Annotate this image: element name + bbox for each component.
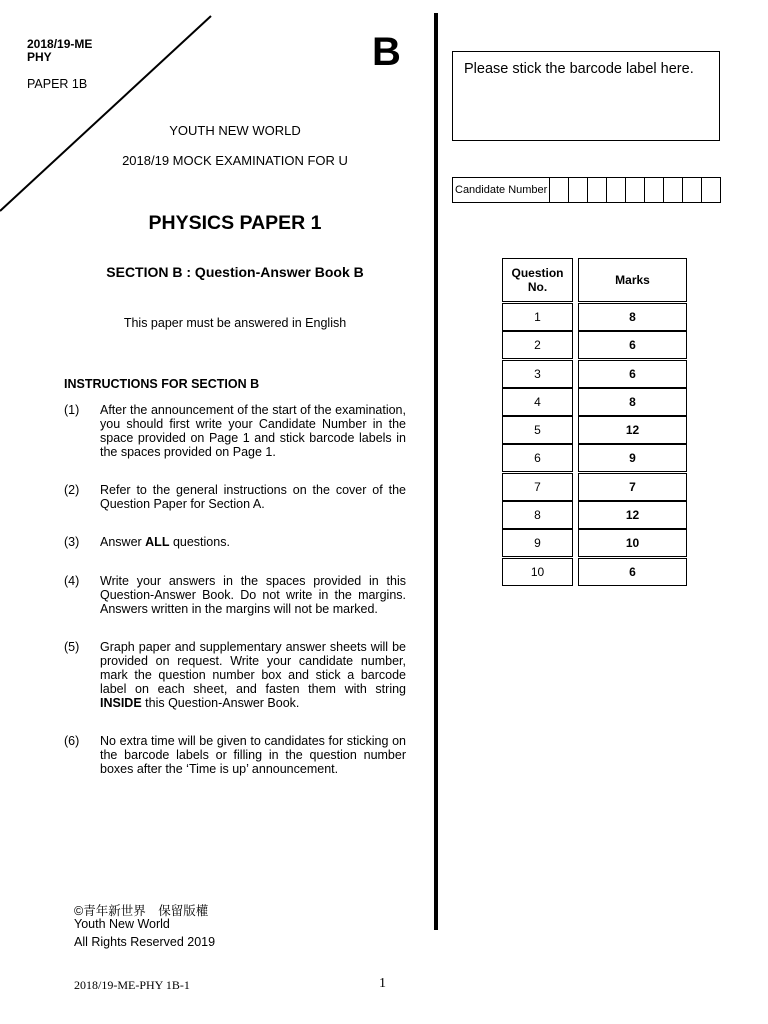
instruction-text: Graph paper and supplementary answer sheets will be provided on request. Write your candidate number, mark the question number box and stick a barcode label on each sheet, and fasten them with string INSIDE this Question-Answer Book. [100, 640, 406, 710]
exam-name: 2018/19 MOCK EXAMINATION FOR U [122, 153, 348, 168]
organization-name: YOUTH NEW WORLD [169, 123, 301, 138]
candidate-number-cell[interactable] [550, 178, 569, 202]
marks-cell: 9 [578, 444, 687, 472]
instructions-heading: INSTRUCTIONS FOR SECTION B [64, 377, 260, 391]
question-no-header: Question No. [502, 258, 573, 302]
instruction-number: (4) [64, 574, 80, 588]
question-number-cell: 3 [502, 360, 573, 388]
marks-cell: 6 [578, 331, 687, 359]
page-number: 1 [379, 976, 386, 991]
marks-cell: 6 [578, 360, 687, 388]
question-number-cell: 1 [502, 303, 573, 331]
marks-cell: 8 [578, 388, 687, 416]
copyright-owner: Youth New World [74, 917, 170, 931]
section-title: SECTION B : Question-Answer Book B [106, 264, 364, 280]
paper-code-line2: PHY [27, 50, 52, 64]
candidate-number-cell[interactable] [645, 178, 664, 202]
instruction-item [64, 574, 406, 616]
candidate-number-cell[interactable] [569, 178, 588, 202]
vertical-divider [434, 13, 438, 930]
instruction-item [64, 483, 406, 511]
candidate-number-cell[interactable] [702, 178, 720, 202]
marks-cell: 10 [578, 529, 687, 557]
question-number-cell: 6 [502, 444, 573, 472]
barcode-label-area[interactable] [452, 51, 720, 141]
copyright-chinese: ©青年新世界 保留版權 [74, 904, 209, 918]
paper-label: PAPER 1B [27, 77, 88, 91]
barcode-label-text: Please stick the barcode label here. [464, 61, 694, 77]
question-number-cell: 7 [502, 473, 573, 501]
marks-header: Marks [578, 258, 687, 302]
instruction-number: (2) [64, 483, 80, 497]
candidate-number-cell[interactable] [607, 178, 626, 202]
instruction-item [64, 734, 406, 776]
instruction-item [64, 535, 406, 549]
instruction-text: Answer ALL questions. [100, 535, 230, 549]
question-number-cell: 5 [502, 416, 573, 444]
instruction-item [64, 403, 406, 459]
corner-diagonal-line [0, 0, 220, 220]
candidate-number-label: Candidate Number [453, 178, 550, 202]
instruction-text: Write your answers in the spaces provided in this Question-Answer Book. Do not write in the margins. Answers written in the margins will not be marked. [100, 574, 406, 616]
candidate-number-cell[interactable] [626, 178, 645, 202]
instruction-text: No extra time will be given to candidates for sticking on the barcode labels or filling in the question number boxes after the ‘Time is up’ announcement. [100, 734, 406, 776]
question-number-cell: 10 [502, 558, 573, 586]
instruction-number: (3) [64, 535, 80, 549]
candidate-number-cell[interactable] [664, 178, 683, 202]
question-number-cell: 4 [502, 388, 573, 416]
footer-code: 2018/19-ME-PHY 1B-1 [74, 978, 190, 992]
instruction-item [64, 640, 406, 710]
instruction-number: (6) [64, 734, 80, 748]
question-number-cell: 8 [502, 501, 573, 529]
copyright-notice: All Rights Reserved 2019 [74, 935, 216, 949]
paper-code-line1: 2018/19-ME [27, 37, 93, 51]
book-letter: B [372, 30, 401, 74]
paper-title: PHYSICS PAPER 1 [148, 212, 322, 234]
candidate-number-cell[interactable] [588, 178, 607, 202]
marks-cell: 8 [578, 303, 687, 331]
marks-cell: 12 [578, 501, 687, 529]
candidate-number-box[interactable] [452, 177, 721, 203]
instruction-number: (1) [64, 403, 80, 417]
question-number-cell: 9 [502, 529, 573, 557]
instruction-number: (5) [64, 640, 80, 654]
language-note: This paper must be answered in English [123, 316, 347, 330]
marks-cell: 12 [578, 416, 687, 444]
candidate-number-cell[interactable] [683, 178, 702, 202]
instruction-text: Refer to the general instructions on the cover of the Question Paper for Section A. [100, 483, 406, 511]
marks-cell: 6 [578, 558, 687, 586]
marks-cell: 7 [578, 473, 687, 501]
question-number-cell: 2 [502, 331, 573, 359]
instruction-text: After the announcement of the start of the examination, you should first write your Candidate Number in the space provided on Page 1 and stick barcode labels in the spaces provided on Page 1. [100, 403, 406, 459]
